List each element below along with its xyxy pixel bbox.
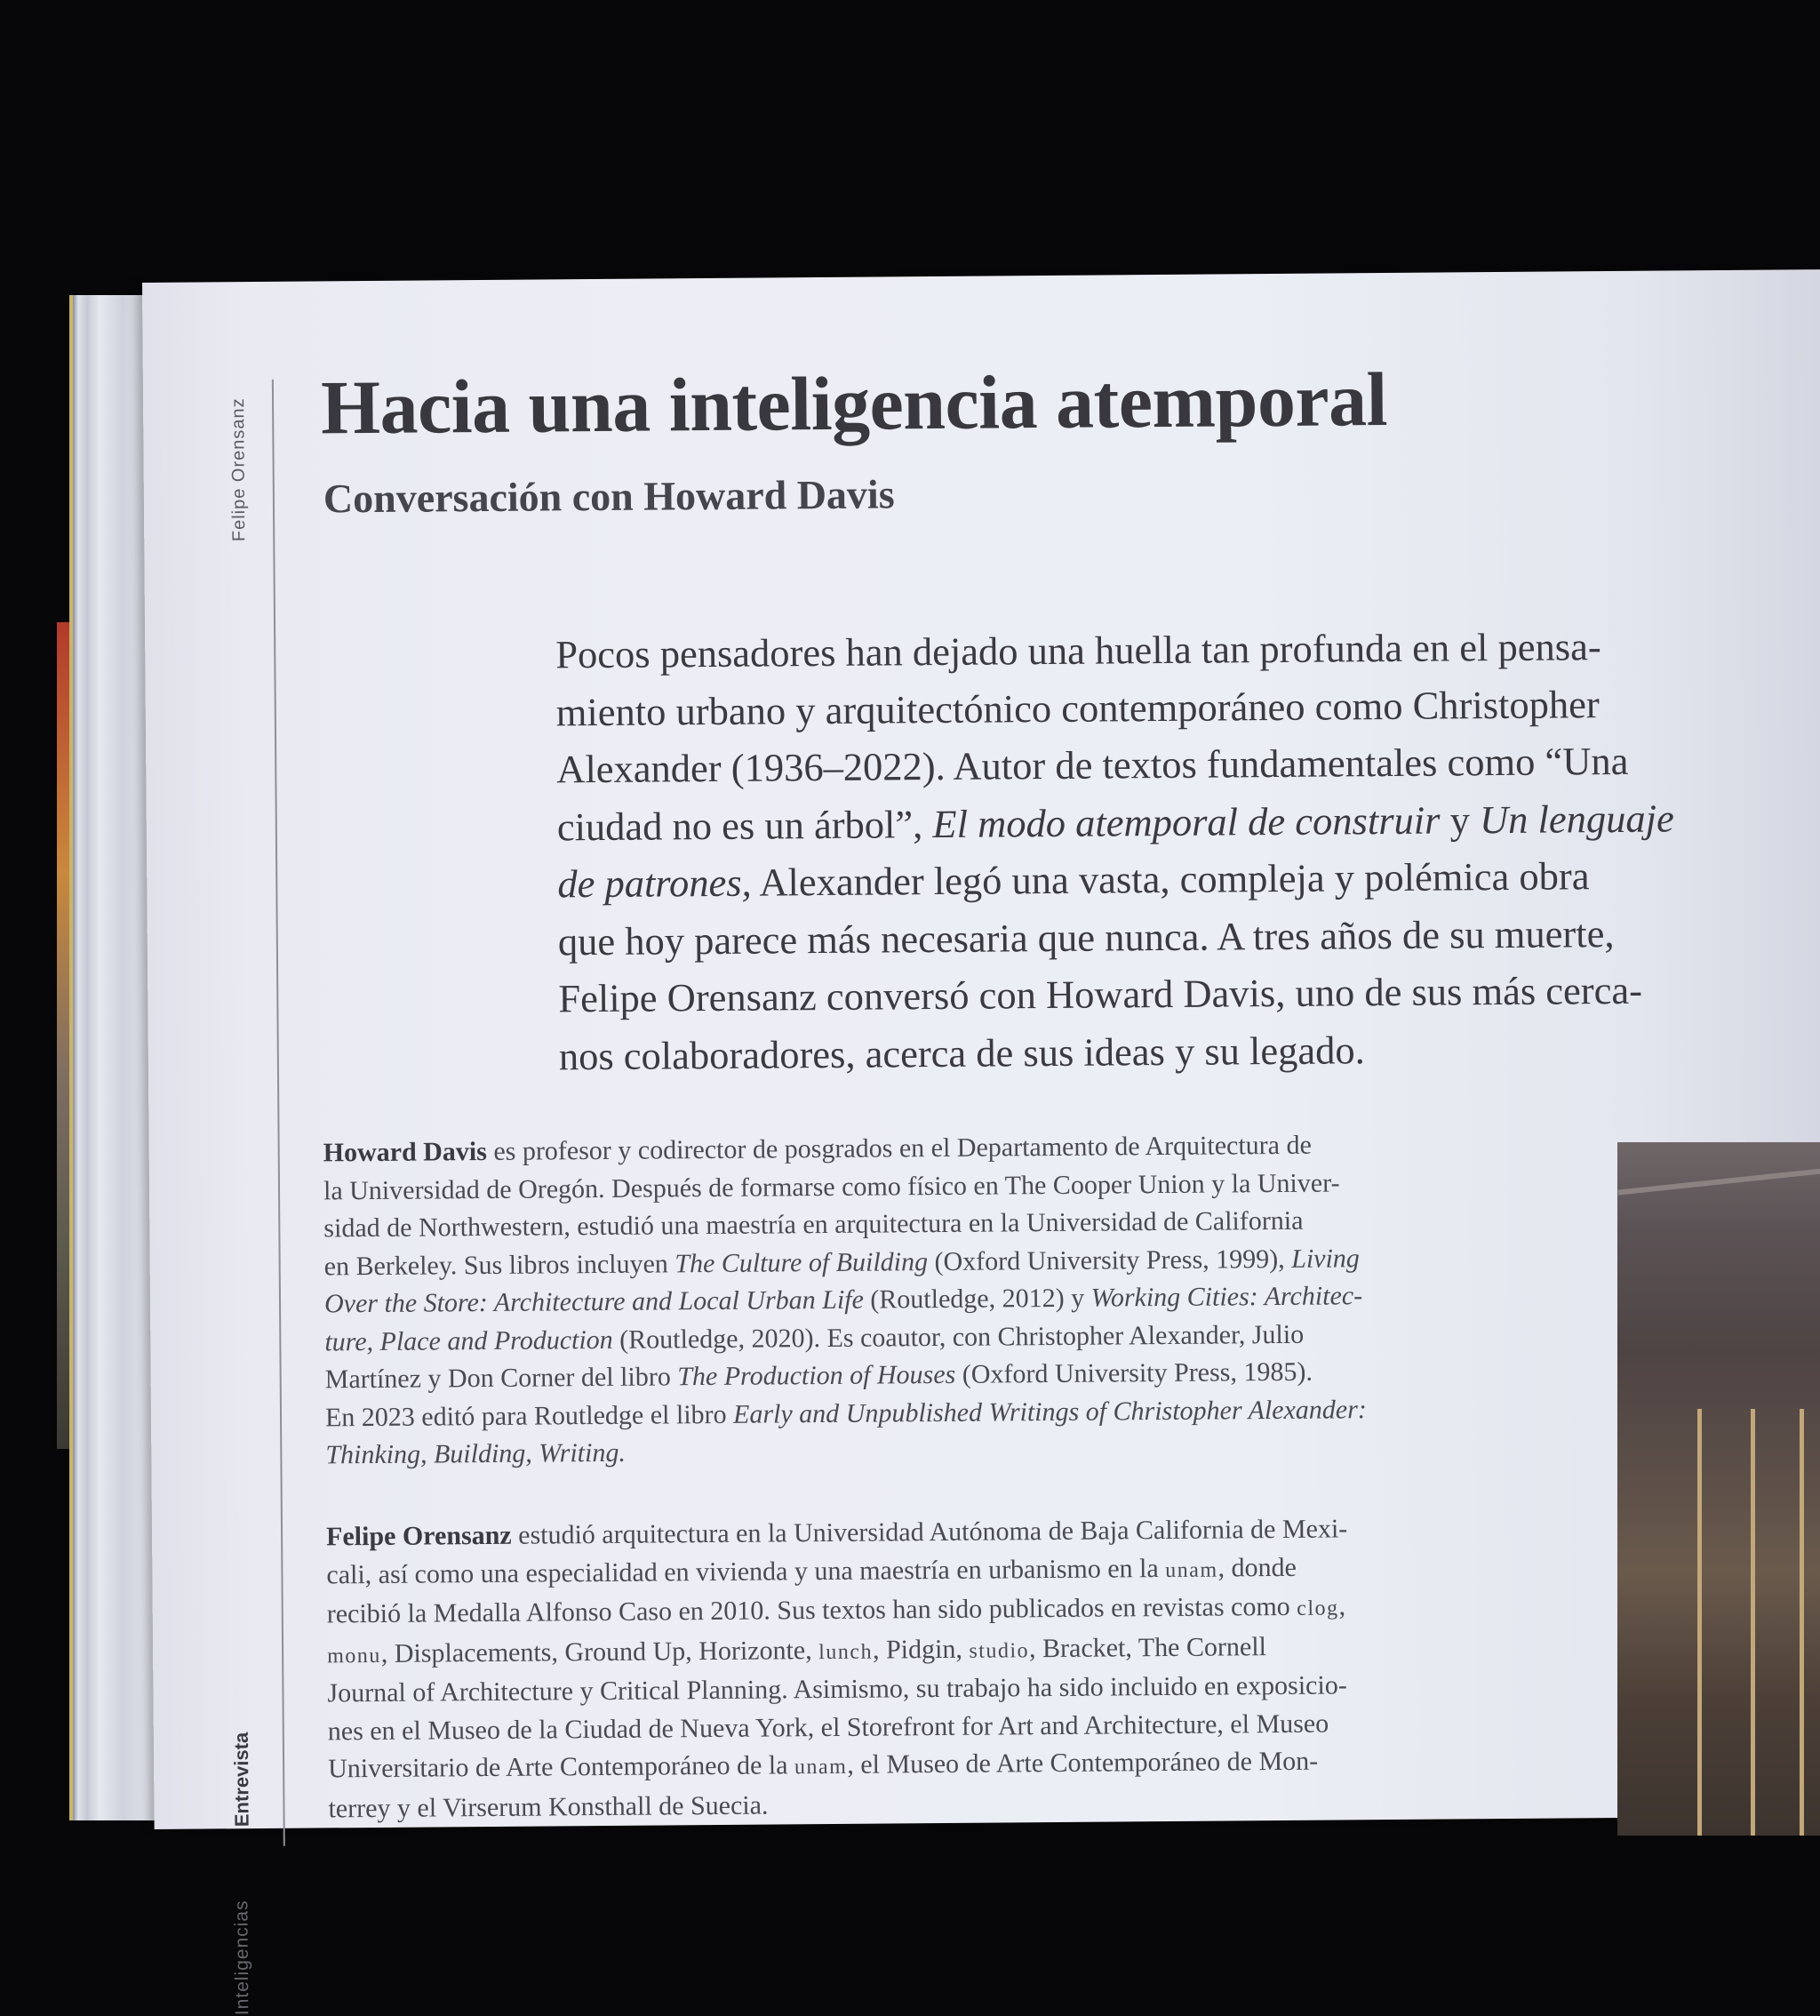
intro-line: nos colaboradores, acerca de sus ideas y su legado.	[558, 1027, 1365, 1078]
small-caps-acronym: clog	[1297, 1596, 1339, 1620]
bio-text: cali, así como una especialidad en vivienda y una maestría en urbanismo en la	[326, 1553, 1166, 1589]
book-title: Thinking, Building, Writing.	[325, 1437, 626, 1470]
bio-text: , Displacements, Ground Up, Horizonte,	[380, 1635, 819, 1668]
running-head-author	[225, 380, 263, 735]
bio-text: (Oxford University Press, 1999),	[927, 1244, 1292, 1276]
intro-line	[557, 788, 1819, 856]
bio-name: Howard Davis	[323, 1136, 488, 1168]
article-subtitle: Conversación con Howard Davis	[323, 471, 895, 522]
book-title: El modo atemporal de construir	[932, 797, 1441, 846]
bio-text: (Routledge, 2012) y	[863, 1283, 1091, 1315]
running-head-category	[226, 1633, 264, 2016]
photo-post	[1751, 1409, 1755, 1836]
bio-text: estudió arquitectura en la Universidad Autónoma de Baja California de Mexi-	[511, 1514, 1348, 1550]
book-title: ture, Place and Production	[324, 1324, 613, 1356]
bio-text: Universitario de Arte Contemporáneo de la	[328, 1750, 795, 1784]
bio-text: , Pidgin,	[872, 1634, 970, 1665]
book-title: Living	[1291, 1243, 1360, 1274]
bio-name: Felipe Orensanz	[325, 1520, 512, 1552]
bio-text: En 2023 editó para Routledge el libro	[324, 1399, 734, 1432]
intro-line: Alexander (1936–2022). Autor de textos fundamentales como “Una	[556, 738, 1629, 792]
photo-ceiling-beam	[1617, 1165, 1820, 1195]
book-title: Over the Store: Architecture and Local Urban Life	[323, 1284, 864, 1319]
bio-line: sidad de Northwestern, estudió una maestría en arquitectura en la Universidad de California	[323, 1205, 1304, 1244]
bio-line	[325, 1428, 1493, 1475]
bio-howard-davis	[323, 1125, 1494, 1475]
intro-text: Alexander legó una vasta, compleja y polémica obra	[751, 853, 1590, 905]
running-head-category-text: Inteligencias	[231, 1900, 253, 2016]
bio-line: Journal of Architecture y Critical Planning. Asimismo, su trabajo ha sido incluido en exposicio-	[327, 1670, 1347, 1708]
small-caps-acronym: lunch	[818, 1640, 874, 1664]
intro-line: que hoy parece más necesaria que nunca. A tres años de su muerte,	[557, 910, 1615, 964]
book-title: The Production of Houses	[677, 1359, 956, 1392]
bio-text: es profesor y codirector de posgrados en el Departamento de Arquitectura de	[486, 1130, 1312, 1166]
book-title: de patrones,	[557, 860, 752, 907]
exhibition-photo	[1617, 1142, 1820, 1836]
bio-text: (Routledge, 2020). Es coautor, con Christopher Alexander, Julio	[612, 1319, 1305, 1355]
book-title: Early and Unpublished Writings of Christopher Alexander:	[732, 1394, 1367, 1429]
intro-line: miento urbano y arquitectónico contemporáneo como Christopher	[555, 681, 1600, 734]
bio-text: (Oxford University Press, 1985).	[955, 1356, 1313, 1389]
small-caps-acronym: studio	[969, 1638, 1030, 1663]
book-title: Working Cities: Architec-	[1090, 1281, 1363, 1313]
magazine-page	[142, 269, 1820, 2016]
bio-text: , Bracket, The Cornell	[1028, 1631, 1267, 1663]
intro-text: ciudad no es un árbol”,	[556, 801, 933, 849]
photo-post	[1800, 1409, 1804, 1836]
small-caps-acronym: unam	[1165, 1558, 1218, 1582]
bio-felipe-orensanz	[326, 1509, 1497, 1828]
margin-rule	[272, 380, 285, 1846]
bio-line: nes en el Museo de la Ciudad de Nueva York, el Storefront for Art and Architecture, el Museo	[327, 1708, 1329, 1746]
photo-post	[1697, 1409, 1702, 1836]
article-title: Hacia una inteligencia atemporal	[320, 356, 1388, 451]
bio-text: ,	[1338, 1591, 1346, 1621]
small-caps-acronym: monu	[327, 1644, 381, 1668]
running-head-section-text: Entrevista	[229, 1732, 253, 1828]
bio-line: terrey y el Virserum Konsthall de Suecia.	[328, 1790, 769, 1823]
article-intro	[555, 616, 1820, 1084]
running-head-author-text: Felipe Orensanz	[228, 397, 250, 542]
bio-text: en Berkeley. Sus libros incluyen	[323, 1248, 675, 1281]
bio-text: recibió la Medalla Alfonso Caso en 2010. Sus textos han sido publicados en revistas como	[326, 1591, 1297, 1629]
bio-text: Martínez y Don Corner del libro	[324, 1362, 678, 1395]
intro-line: Pocos pensadores han dejado una huella tan profunda en el pensa-	[555, 624, 1601, 677]
bio-text: , el Museo de Arte Contemporáneo de Mon-	[847, 1746, 1319, 1780]
intro-text: y	[1440, 796, 1481, 843]
book-title: The Culture of Building	[675, 1246, 929, 1278]
bio-text: , donde	[1217, 1552, 1297, 1583]
small-caps-acronym: unam	[794, 1755, 848, 1780]
book-title: Un lenguaje	[1479, 795, 1674, 842]
intro-line: Felipe Orensanz conversó con Howard Davis, uno de sus más cerca-	[558, 967, 1643, 1021]
bio-line: la Universidad de Oregón. Después de formarse como físico en The Cooper Union y la Univer-	[323, 1167, 1340, 1205]
intro-line	[557, 845, 1819, 913]
